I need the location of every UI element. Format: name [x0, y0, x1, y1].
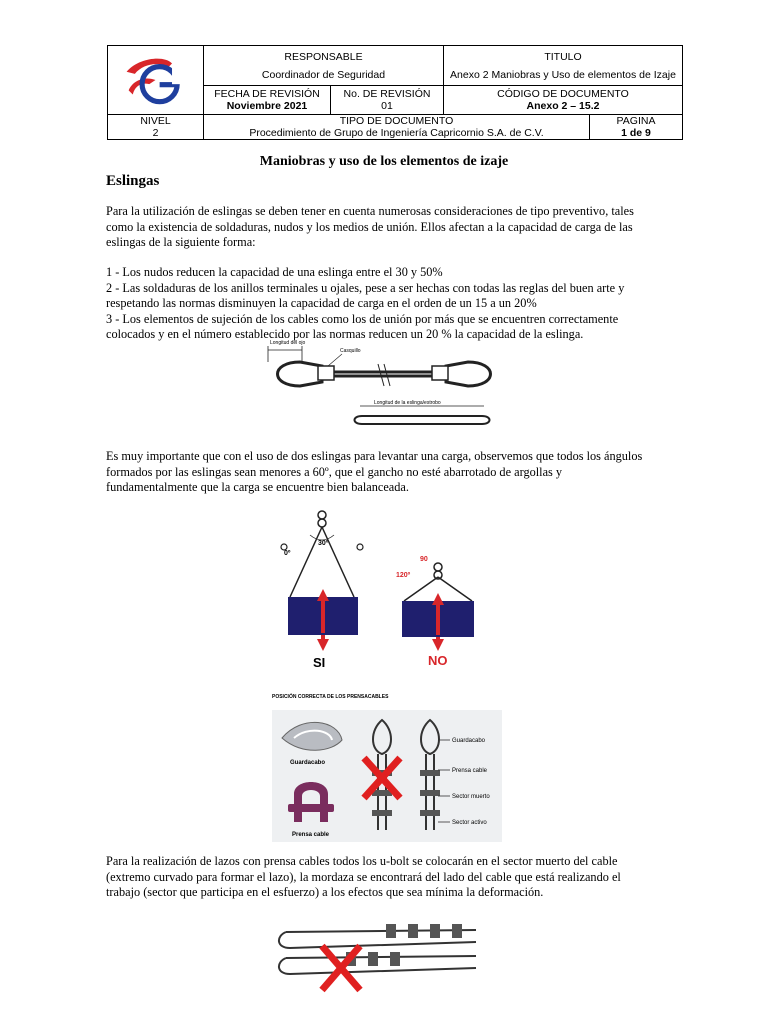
codigo-value: Anexo 2 – 15.2 — [526, 100, 600, 112]
list-item: 1 - Los nudos reducen la capacidad de una eslinga entre el 30 y 50% — [106, 265, 443, 279]
revision-value: 01 — [381, 100, 393, 112]
tipo-cell — [204, 115, 590, 140]
angle-ninety-label: 90 — [420, 556, 428, 563]
clamp-callout: Prensa cable — [452, 768, 488, 774]
angle-thirty-label: 30º — [318, 540, 329, 547]
codigo-cell — [444, 86, 683, 115]
tipo-label: TIPO DE DOCUMENTO — [339, 115, 454, 127]
sling-angles-diagram — [280, 505, 490, 673]
cable-loop-diagram — [276, 912, 486, 996]
pagina-label: PAGINA — [616, 115, 656, 127]
document-title: Maniobras y uso de los elementos de izaje — [259, 154, 509, 169]
titulo-cell — [444, 46, 683, 86]
codigo-label: CÓDIGO DE DOCUMENTO — [497, 88, 629, 100]
list-item: respetando las normas disminuyen la capacidad de carga en el orden de un 15 a un 20% — [106, 296, 537, 310]
revision-block — [331, 86, 443, 114]
titulo-label: TITULO — [544, 50, 582, 63]
intro-line: eslingas de la siguiente forma: — [106, 235, 256, 249]
section-heading: Eslingas — [106, 173, 160, 189]
down-arrow-icon — [317, 635, 329, 651]
revision-label: No. DE REVISIÓN — [343, 88, 431, 100]
document-header — [107, 45, 683, 140]
sling-length-label: Longitud de la eslinga/estrobo — [374, 400, 441, 406]
titulo-value: Anexo 2 Maniobras y Uso de elementos de Izaje — [450, 68, 676, 81]
wire-clamp-diagram — [272, 690, 502, 842]
company-logo-icon — [108, 48, 203, 110]
responsable-value: Coordinador de Seguridad — [261, 68, 386, 81]
nivel-value: 2 — [152, 127, 159, 139]
nivel-label: NIVEL — [140, 115, 171, 127]
fecha-label: FECHA DE REVISIÓN — [214, 88, 320, 100]
fecha-value: Noviembre 2021 — [226, 100, 308, 112]
wrong-mark-icon — [322, 946, 360, 990]
angles-paragraph — [106, 449, 666, 496]
list-item: colocados y en el número establecido por las normas reducen un 20 % la capacidad de la eslinga. — [106, 327, 584, 341]
paragraph-line: (extremo curvado para formar el lazo), la mordaza se encontrará del lado del cable que está realizando el — [106, 869, 621, 884]
paragraph-line: formados por las eslingas sean menores a 60º, que el gancho no esté abarrotado de argollas y — [106, 464, 563, 479]
casquillo-label: Casquillo — [340, 348, 361, 354]
clamps-paragraph — [106, 854, 666, 901]
clamp-saddle — [288, 804, 334, 812]
paragraph-line: Para la realización de lazos con prensa cables todos los u-bolt se colocarán en el sector muerto del cable — [106, 854, 618, 868]
list-item: 2 - Las soldaduras de los anillos terminales u ojales, pese a ser hechas con todas las reglas del buen arte y — [106, 280, 625, 295]
intro-paragraph — [106, 204, 666, 251]
fecha-block — [204, 86, 331, 114]
sling-diagram — [262, 338, 512, 430]
fecha-revision-cell — [204, 86, 444, 115]
thimble-callout: Guardacabo — [452, 738, 486, 744]
dead-end-callout: Sector muerto — [452, 794, 490, 800]
responsable-cell — [204, 46, 444, 86]
numbered-list — [106, 265, 666, 343]
tipo-value: Procedimiento de Grupo de Ingeniería Capricornio S.A. de C.V. — [249, 127, 544, 139]
clamp-figure-title: POSICIÓN CORRECTA DE LOS PRENSACABLES — [272, 694, 389, 700]
paragraph-line: fundamentalmente que la carga se encuentre bien balanceada. — [106, 480, 409, 494]
pagina-value: 1 de 9 — [621, 127, 651, 139]
nivel-cell — [108, 115, 204, 140]
eye-length-label: Longitud del ojo — [270, 340, 306, 346]
paragraph-line: Es muy importante que con el uso de dos eslingas para levantar una carga, observemos que todos los ángulos — [106, 449, 643, 463]
angle-onetwenty-label: 120º — [396, 572, 411, 579]
wrong-label: NO — [428, 653, 448, 668]
intro-line: como la existencia de soldaduras, nudos y los medios de unión. Ellos afectan a la capacidad de carga de las — [106, 219, 633, 234]
live-end-callout: Sector activo — [452, 820, 487, 826]
correct-label: SI — [313, 655, 326, 670]
clamp-label: Prensa cable — [292, 832, 330, 838]
thimble-label: Guardacabo — [290, 760, 326, 766]
logo-cell — [108, 46, 204, 115]
responsable-label: RESPONSABLE — [284, 50, 363, 63]
pagina-cell — [590, 115, 683, 140]
paragraph-line: trabajo (sector que participa en el esfuerzo) a los efectos que sea mínima la deformación. — [106, 885, 544, 899]
intro-line: Para la utilización de eslingas se deben tener en cuenta numerosas consideraciones de tipo preventivo, tales — [106, 204, 634, 218]
list-item: 3 - Los elementos de sujeción de los cables como los de unión por más que se encuentren correctamente — [106, 311, 619, 326]
down-arrow-icon — [432, 637, 444, 651]
angle-zero-label: 0º — [284, 550, 291, 557]
